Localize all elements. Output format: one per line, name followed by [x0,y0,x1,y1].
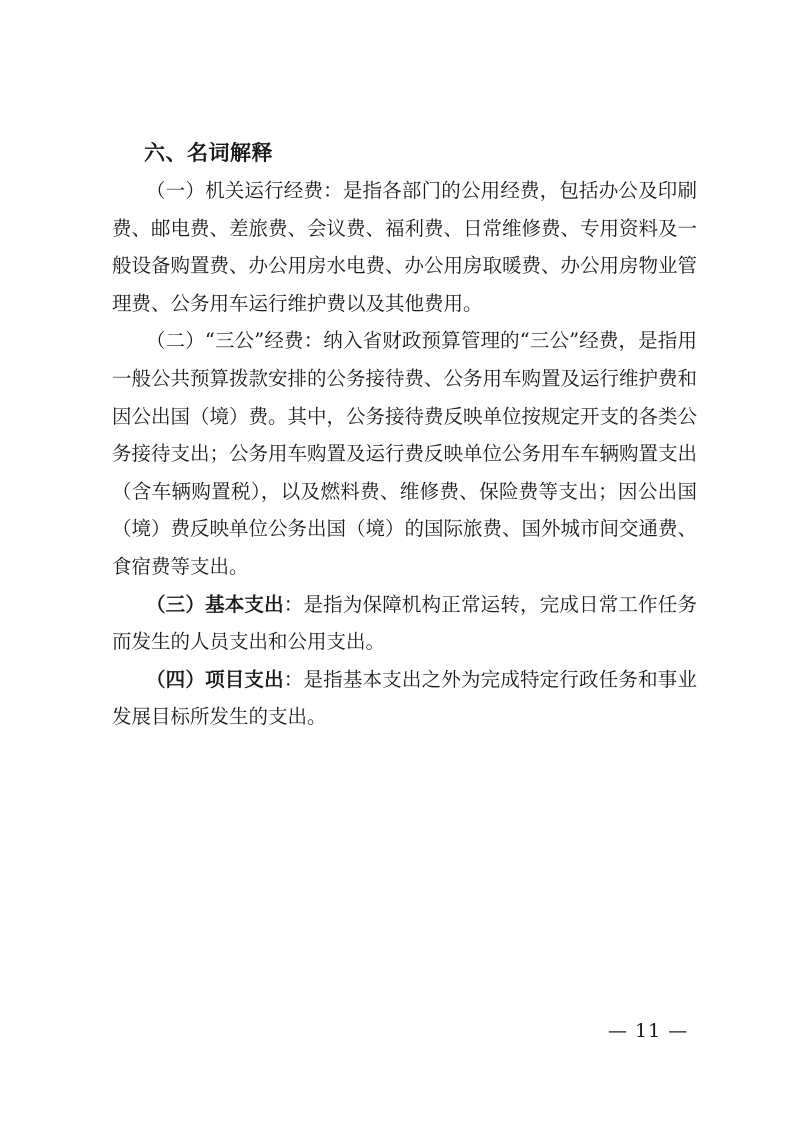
definition-term: 机关运行经费 [205,179,324,202]
term-colon: ： [283,667,304,691]
definition-body: 是指各部门的公用经费，包括办公及印刷费、邮电费、差旅费、会议费、福利费、日常维修费、专用资料及一般设备购置费、办公用房水电费、办公用房取暖费、办公用房物业管理费、公务用车运行维护费以及其他费用。 [112,179,698,315]
definition-paragraph-3 [112,586,697,661]
page-number: — 11 — [608,1020,689,1042]
definition-body: 是指基本支出之外为完成特定行政任务和事业发展目标所发生的支出。 [112,667,697,729]
item-prefix: （三） [146,592,206,616]
section-heading: 六、名词解释 [144,141,273,165]
definition-paragraph-2 [112,322,697,585]
item-prefix: （四） [146,667,206,691]
definition-paragraph-4 [112,661,697,736]
definition-term: “三公”经费 [204,329,304,353]
definition-term: 项目支出 [205,667,284,691]
definition-paragraph-1 [112,172,697,322]
definition-body: 是指为保障机构正常运转，完成日常工作任务而发生的人员支出和公用支出。 [112,592,697,654]
document-body [112,134,697,736]
term-colon: ： [283,592,304,616]
definition-body: 纳入省财政预算管理的“三公”经费，是指用一般公共预算拨款安排的公务接待费、公务用车购置及运行维护费和因公出国（境）费。其中，公务接待费反映单位按规定开支的各类公务接待支出；公务用车购置及运行费反映单位公务用车车辆购置支出（含车辆购置税），以及燃料费、维修费、保险费等支出；因公出国（境）费反映单位公务出国（境）的国际旅费、国外城市间交通费、食宿费等支出。 [112,329,698,578]
item-prefix: （一） [146,179,206,202]
term-colon: ： [323,179,343,202]
item-prefix: （二） [146,329,205,353]
term-colon: ： [303,329,324,353]
definition-term: 基本支出 [205,592,284,616]
